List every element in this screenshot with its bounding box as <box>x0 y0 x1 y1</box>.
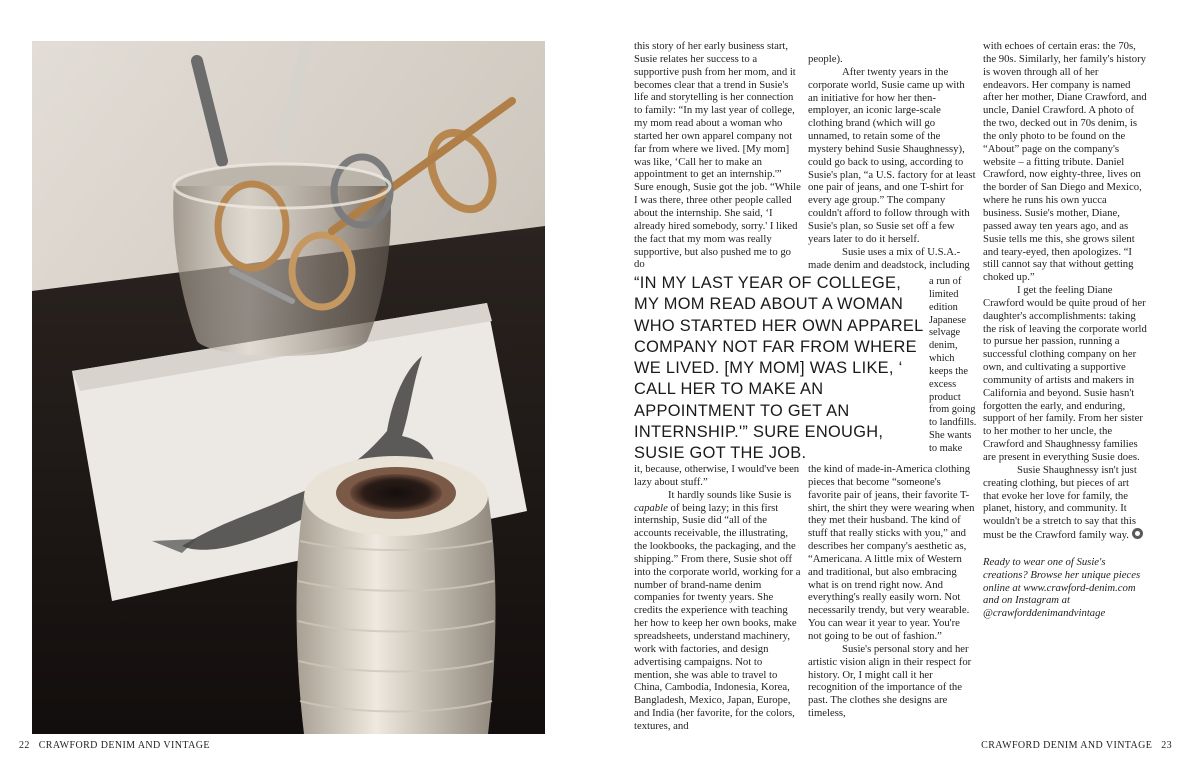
folio-right <box>981 740 1178 751</box>
paragraph: the kind of made-in-America clothing pieces that become “someone's favorite pair of jeans, their favorite T-shirt, the shirt they were wearing when they met their husband. The kind of stuff that really sticks with you,” and describes her company's aesthetic as, “Americana. A little mix of Western and traditional, but also embracing what is on trend right now. And everything's really easily worn. Not necessarily trendy, but very wearable. You can wear it year to year. You're not going to be out of fashion.” <box>808 463 975 642</box>
paragraph <box>634 489 802 733</box>
paragraph: people). <box>808 53 843 65</box>
paragraph: I get the feeling Diane Crawford would be quite proud of her daughter's accomplishments: taking the risk of leaving the corporate world to pursue her passion, running a successful clothing company on her own, and cultivating a supportive community of artists and makers in California and beyond. Susie hasn't forgotten the early, and enduring, support of her family. From her sister to her mother to her uncle, the Crawford and Shaughnessy families are present in everything Susie does. <box>983 284 1147 463</box>
page-number-right: 23 <box>1161 740 1172 751</box>
article-column-2-wrap <box>929 276 977 456</box>
article-column-1-bottom <box>634 463 802 733</box>
paragraph <box>983 464 1147 542</box>
article-column-1-top <box>634 40 802 271</box>
paragraph: with echoes of certain eras: the 70s, the 90s. Similarly, her family's history is woven through all of her endeavors. Her company is named after her mother, Diane Crawford, and uncle, Daniel Crawford. A photo of the two, decked out in 70s denim, is the only photo to be found on the “About” page on the company's website – a fitting tribute. Daniel Crawford, now eighty-three, lives on the border of San Diego and Mexico, where he runs his own yucca business. Susie's mother, Diane, passed away ten years ago, and as Susie tells me this, she grows silent and teary-eyed, then apologizes. “I still cannot say that without getting choked up.” <box>983 40 1147 284</box>
text-run: Susie Shaughnessy isn't just creating clothing, but pieces of art that evoke her love for family, the planet, history, and community. It wouldn't be a stretch to say that this must be the Crawford family way. <box>983 463 1137 542</box>
article-column-2-top <box>808 53 976 271</box>
paragraph: this story of her early business start, Susie relates her success to a supportive push from her mom, and it becomes clear that a trend in Susie's life and storytelling is her connection to family: “In my last year of college, my mom read about a woman who started her own apparel company not far from where we lived. [My mom] was like, ‘Call her to make an appointment to get an internship.'” Sure enough, Susie got the job. “While I was there, three other people called about the internship. She said, ‘I already hired somebody, sorry.' I liked the fact that my mom was really supportive, but also pushed me to go do <box>634 40 801 271</box>
folio-title-right: CRAWFORD DENIM AND VINTAGE <box>981 740 1153 751</box>
paragraph: After twenty years in the corporate world, Susie came up with an initiative for how her then-employer, an iconic large-scale clothing brand (which will go unnamed, to retain some of the mystery behind Susie Shaughnessy), could go back to using, according to Susie's plan, “a U.S. factory for at least one pair of jeans, and one T-shirt for every age group.” The company couldn't afford to follow through with Susie's plan, so Susie set off a few years later to do it herself. <box>808 65 976 245</box>
scissors-jar-illustration <box>32 41 545 734</box>
page-number-left: 22 <box>19 740 30 751</box>
paragraph: Susie's personal story and her artistic vision align in their respect for history. Or, I might call it her recognition of the importance of the past. The clothes she designs are timeless, <box>808 642 972 720</box>
paragraph: it, because, otherwise, I would've been lazy about stuff.” <box>634 463 800 488</box>
text-run: of being lazy; in this first internship, Susie did “all of the accounts receivable, the illustrating, the lookbooks, the packaging, and the shipping.” From there, Susie shot off into the corporate world, working for a number of brand-name denim companies for twenty years. She credits the experience with teaching her how to keep her own books, make spreadsheets, understand machinery, work with factories, and design advertising campaigns. Not to mention, she was able to travel to China, Cambodia, Indonesia, Korea, Bangladesh, Mexico, Japan, Europe, and India (her favorite, for the colors, textures, and <box>634 501 801 732</box>
article-photo <box>32 41 545 734</box>
end-mark-icon <box>1132 528 1143 539</box>
paragraph: a run of limited edition Japanese selvage denim, which keeps the excess product from going to landfills. She wants to make <box>929 276 977 454</box>
folio-left <box>13 740 210 751</box>
article-column-2-bottom <box>808 463 976 720</box>
paragraph: Susie uses a mix of U.S.A.-made denim and deadstock, including <box>808 245 970 271</box>
pull-quote: “IN MY LAST YEAR OF COLLEGE, MY MOM READ ABOUT A WOMAN WHO STARTED HER OWN APPAREL COMPANY NOT FAR FROM WHERE WE LIVED. [MY MOM] WAS LIKE, ‘ CALL HER TO MAKE AN APPOINTMENT TO GET AN INTERNSHIP.'” SURE ENOUGH, SUSIE GOT THE JOB. <box>634 274 923 463</box>
text-run: It hardly sounds like Susie is <box>668 488 792 501</box>
emphasis: capable <box>634 501 668 514</box>
article-column-3 <box>983 40 1147 620</box>
folio-title-left: CRAWFORD DENIM AND VINTAGE <box>38 740 210 751</box>
promo-text: Ready to wear one of Susie's creations? Browse her unique pieces online at www.crawford-denim.com and on Instagram at @crawforddenimandvintage <box>983 555 1141 620</box>
